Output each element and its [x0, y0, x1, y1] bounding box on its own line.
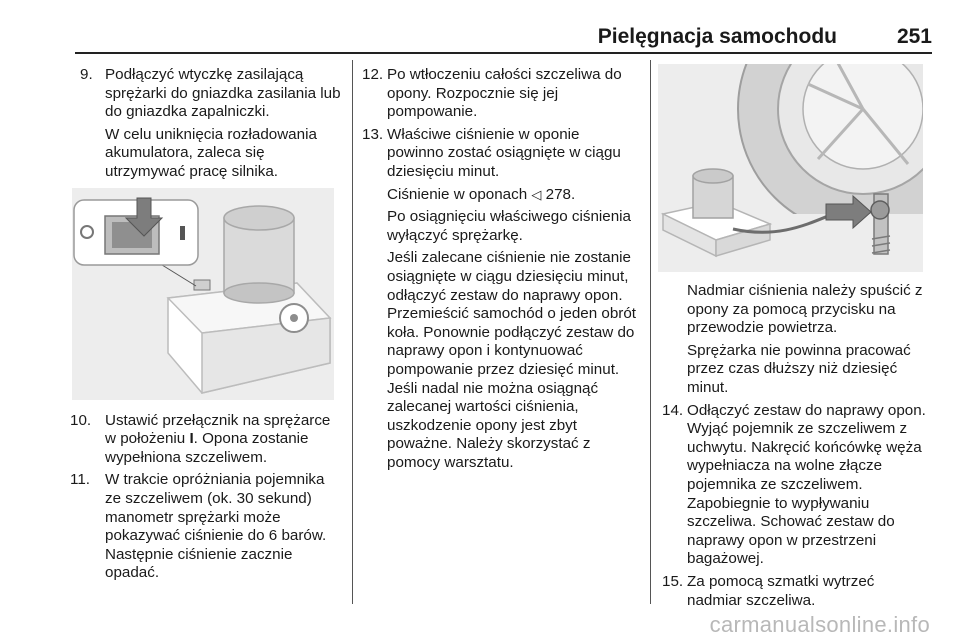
step-number: 13. [362, 125, 384, 143]
step-12 [362, 66, 637, 122]
step-number: 12. [362, 66, 384, 83]
compressor-switch-illustration [72, 188, 334, 400]
step-text: Za pomocą szmatki wytrzeć nadmiar szczeliwa. [687, 572, 875, 609]
tire-pressure-reference [387, 186, 637, 205]
paragraph: Sprężarka nie powinna pracować przez czas dłuższy niż dziesięć minut. [687, 341, 911, 396]
switch-position: I [189, 430, 194, 448]
step-text: Podłączyć wtyczkę zasilającą sprężarki do gniazdka zasilania lub do gniazdka zapalniczki. [105, 66, 341, 121]
paragraph: Jeśli zalecane ciśnienie nie zostanie osiągnięte w ciągu dziesięciu minut, odłączyć zestaw do naprawy opon. Przemieścić samochód o jeden obrót koła. Ponownie podłączyć zestaw do naprawy opon i kontynuować pompowanie przez dziesięć minut. Jeśli nadal nie można osiągnąć zalecanej wartości ciśnienia, uszkodzenie opony jest zbyt poważne. Należy skorzystać z pomocy warsztatu. [387, 249, 637, 471]
watermark: carmanualsonline.info [709, 612, 930, 637]
reference-page[interactable]: 278. [545, 185, 576, 203]
reference-text: Ciśnienie w oponach [387, 185, 528, 203]
column-2 [362, 66, 637, 476]
page-number: 251 [896, 25, 932, 48]
column-3 [662, 64, 927, 614]
step-15 [662, 573, 927, 610]
step-14 [662, 402, 927, 569]
step-number: 14. [662, 401, 684, 419]
tire-valve-illustration [658, 64, 923, 272]
step-number: 11. [70, 471, 90, 489]
step-number: 10. [70, 411, 92, 429]
step-text: Właściwe ciśnienie w oponie powinno zostać osiągnięte w ciągu dziesięciu minut. [387, 125, 621, 180]
page-title: Pielęgnacja samochodu [597, 25, 837, 48]
step-10 [70, 411, 342, 468]
paragraph: Nadmiar ciśnienia należy spuścić z opony za pomocą przycisku na przewodzie powietrza. [687, 282, 923, 337]
step-text-pre: Ustawić przełącznik na sprężarce w położeniu [105, 411, 331, 448]
step-text: Odłączyć zestaw do naprawy opon. Wyjąć pojemnik ze szczeliwem z uchwytu. Nakręcić końcówkę węża wypełniacza na wolne złącze pojemnika ze szczeliwem. Zapobiegnie to wypływaniu szczeliwa. Schować zestaw do naprawy opon w przestrzeni bagażowej. [687, 401, 926, 568]
column-1 [70, 66, 342, 587]
column-divider-2 [650, 60, 651, 604]
step-11 [70, 471, 342, 583]
paragraph: Po osiągnięciu właściwego ciśnienia wyłączyć sprężarkę. [387, 208, 631, 244]
step-text: Po wtłoczeniu całości szczeliwa do opony. Rozpocznie się jej pompowanie. [387, 66, 622, 121]
step-9-note: W celu uniknięcia rozładowania akumulatora, zaleca się utrzymywać pracę silnika. [105, 125, 317, 180]
step-13 [362, 126, 637, 182]
step-number: 9. [80, 66, 93, 83]
page-reference-icon: ◁ [531, 186, 542, 202]
page-header [75, 24, 932, 54]
step-9 [80, 66, 342, 122]
step-text-post: . Opona zostanie wypełniona szczeliwem. [105, 430, 309, 466]
step-number: 15. [662, 572, 684, 590]
step-text: W trakcie opróżniania pojemnika ze szczeliwem (ok. 30 sekund) manometr sprężarki może pokazywać ciśnienie do 6 barów. Następnie ciśnienie zacznie opadać. [105, 471, 327, 582]
column-divider-1 [352, 60, 353, 604]
